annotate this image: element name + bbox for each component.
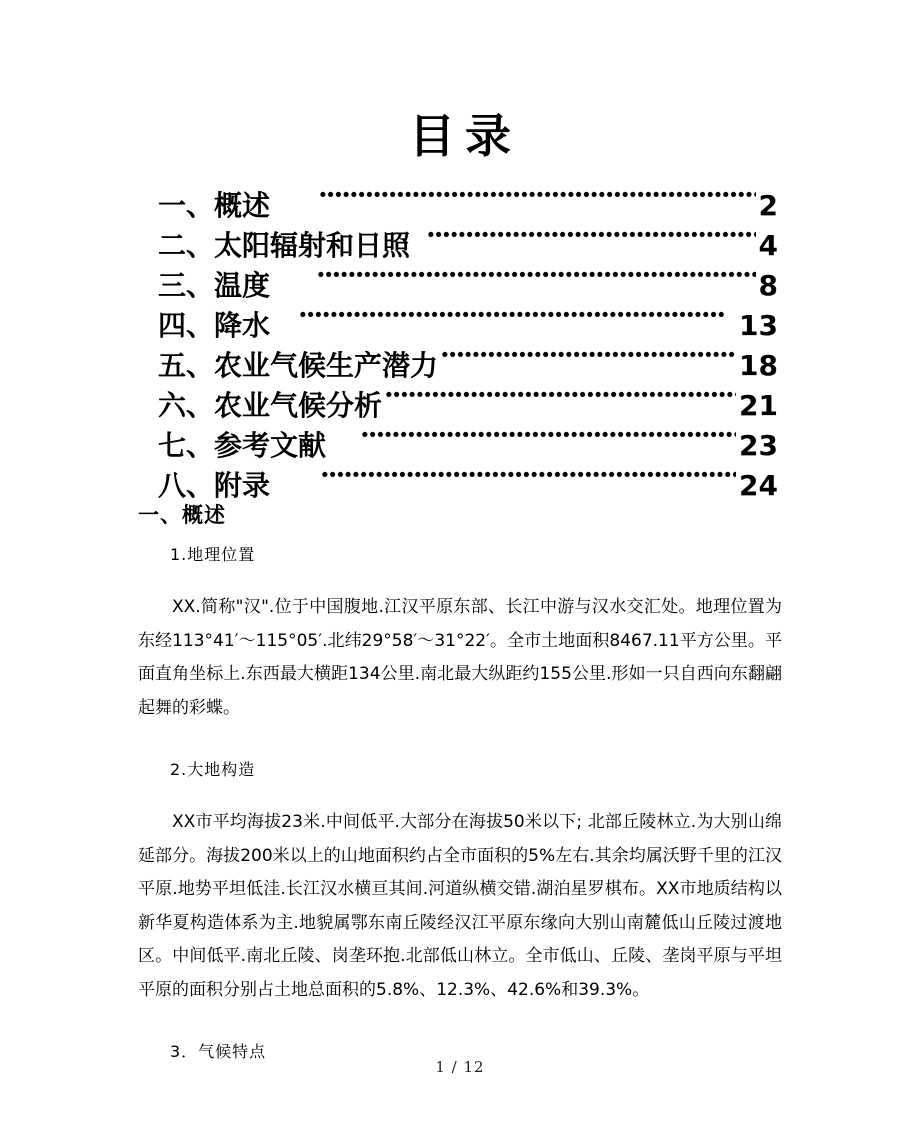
toc-dot-leader [384, 375, 736, 415]
spacer [138, 578, 782, 591]
spacer [138, 735, 782, 757]
spacer [138, 1017, 782, 1039]
toc-entry-label: 参考文献 [214, 429, 327, 462]
table-of-contents [158, 175, 778, 502]
toc-entry-page: 2 [758, 189, 778, 222]
toc-entry-label: 附录 [214, 469, 271, 502]
toc-entry-number: 五、 [158, 349, 215, 382]
toc-entry-page: 13 [739, 309, 778, 342]
paragraph-geology: XX市平均海拔23米.中间低平.大部分在海拔50米以下; 北部丘陵林立.为大别山绵延部分。海拔200米以上的山地面积约占全市面积的5%左右.其余均属沃野千里的江汉平原.地势平坦低洼.长江汉水横亘其间.河道纵横交错.湖泊星罗棋布。XX市地质结构以新华夏构造体系为主.地貌属鄂东南丘陵经汉江平原东缘向大别山南麓低山丘陵过渡地区。中间低平.南北丘陵、岗垄环抱.北部低山林立。全市低山、丘陵、垄岗平原与平坦平原的面积分别占土地总面积的5.8%、12.3%、42.6%和39.3%。 [138, 812, 782, 1000]
subsection-heading-climate: 3．气候特点 [170, 1042, 267, 1061]
toc-dot-leader [360, 415, 736, 455]
toc-entry-page: 18 [739, 349, 778, 382]
paragraph-geography: XX.简称"汉".位于中国腹地.江汉平原东部、长江中游与汉水交汇处。地理位置为东经113°41′～115°05′.北纬29°58′～31°22′。全市土地面积8467.11平方公里。平面直角坐标上.东西最大横距134公里.南北最大纵距约155公里.形如一只自西向东翻翩起舞的彩蝶。 [138, 597, 782, 718]
toc-entry-number: 二、 [158, 229, 215, 262]
toc-dot-leader [426, 215, 755, 255]
toc-dot-leader [318, 175, 755, 215]
toc-dot-leader [440, 335, 736, 375]
toc-entry-page: 8 [758, 269, 778, 302]
toc-entry-number: 七、 [158, 429, 215, 462]
toc-entry-1[interactable] [158, 175, 778, 222]
toc-entry-label: 农业气候分析 [214, 389, 383, 422]
toc-entry-label: 太阳辐射和日照 [214, 229, 411, 262]
section-heading-overview: 一、概述 [138, 502, 226, 527]
toc-entry-number: 四、 [158, 309, 215, 342]
toc-entry-page: 4 [758, 229, 778, 262]
toc-entry-label: 温度 [214, 269, 271, 302]
subsection-heading-geography: 1.地理位置 [170, 545, 256, 564]
toc-entry-number: 一、 [158, 189, 215, 222]
toc-entry-number: 六、 [158, 389, 215, 422]
toc-entry-page: 24 [739, 469, 778, 502]
toc-dot-leader [298, 295, 725, 335]
toc-entry-label: 降水 [214, 309, 271, 342]
subsection-heading-geology: 2.大地构造 [170, 760, 256, 779]
toc-entry-label: 概述 [214, 189, 271, 222]
toc-entry-page: 21 [739, 389, 778, 422]
toc-entry-label: 农业气候生产潜力 [214, 349, 439, 382]
toc-dot-leader [320, 455, 736, 495]
toc-dot-leader [316, 255, 755, 295]
toc-entry-page: 23 [739, 429, 778, 462]
spacer [138, 793, 782, 806]
toc-entry-number: 三、 [158, 269, 215, 302]
toc-entry-number: 八、 [158, 469, 215, 502]
page-footer: 1 / 12 [435, 1058, 485, 1076]
document-body [138, 500, 782, 1075]
page-title: 目录 [409, 109, 521, 163]
